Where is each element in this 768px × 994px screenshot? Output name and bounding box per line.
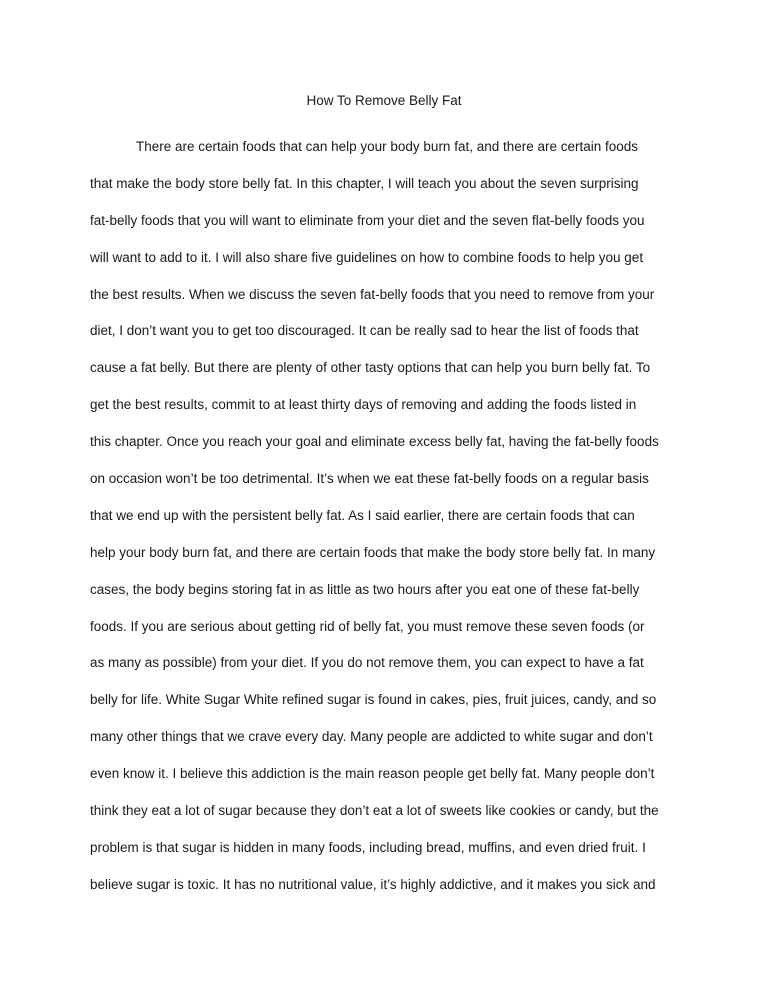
body-line: the best results. When we discuss the seven fat-belly foods that you need to remove from your xyxy=(90,286,655,302)
document-body xyxy=(90,137,690,912)
body-line: that we end up with the persistent belly fat. As I said earlier, there are certain foods that can xyxy=(90,507,635,523)
body-line: problem is that sugar is hidden in many foods, including bread, muffins, and even dried fruit. I xyxy=(90,839,646,855)
body-line: even know it. I believe this addiction is the main reason people get belly fat. Many people don’t xyxy=(90,766,655,782)
body-line: this chapter. Once you reach your goal and eliminate excess belly fat, having the fat-belly foods xyxy=(90,434,659,450)
body-line: cause a fat belly. But there are plenty of other tasty options that can help you burn belly fat. To xyxy=(90,360,651,376)
body-line: help your body burn fat, and there are certain foods that make the body store belly fat. In many xyxy=(90,544,656,560)
body-line: many other things that we crave every day. Many people are addicted to white sugar and don’t xyxy=(90,729,653,745)
body-line: fat-belly foods that you will want to eliminate from your diet and the seven flat-belly foods you xyxy=(90,212,645,228)
body-line: will want to add to it. I will also share five guidelines on how to combine foods to help you get xyxy=(90,249,644,265)
body-line: belly for life. White Sugar White refined sugar is found in cakes, pies, fruit juices, candy, and so xyxy=(90,692,657,708)
body-line: cases, the body begins storing fat in as little as two hours after you eat one of these fat-belly xyxy=(90,581,640,597)
body-line: as many as possible) from your diet. If you do not remove them, you can expect to have a fat xyxy=(90,655,644,671)
body-line: that make the body store belly fat. In this chapter, I will teach you about the seven surprising xyxy=(90,175,639,191)
body-line: get the best results, commit to at least thirty days of removing and adding the foods listed in xyxy=(90,397,637,413)
body-line: foods. If you are serious about getting rid of belly fat, you must remove these seven foods (or xyxy=(90,618,645,634)
body-line: diet, I don’t want you to get too discouraged. It can be really sad to hear the list of foods that xyxy=(90,323,639,339)
body-line: believe sugar is toxic. It has no nutritional value, it’s highly addictive, and it makes you sick and xyxy=(90,876,656,892)
body-line: There are certain foods that can help your body burn fat, and there are certain foods xyxy=(136,139,639,154)
document-title: How To Remove Belly Fat xyxy=(306,93,462,108)
body-line: on occasion won’t be too detrimental. It’s when we eat these fat-belly foods on a regular basis xyxy=(90,471,649,487)
body-line: think they eat a lot of sugar because they don’t eat a lot of sweets like cookies or candy, but the xyxy=(90,803,659,819)
